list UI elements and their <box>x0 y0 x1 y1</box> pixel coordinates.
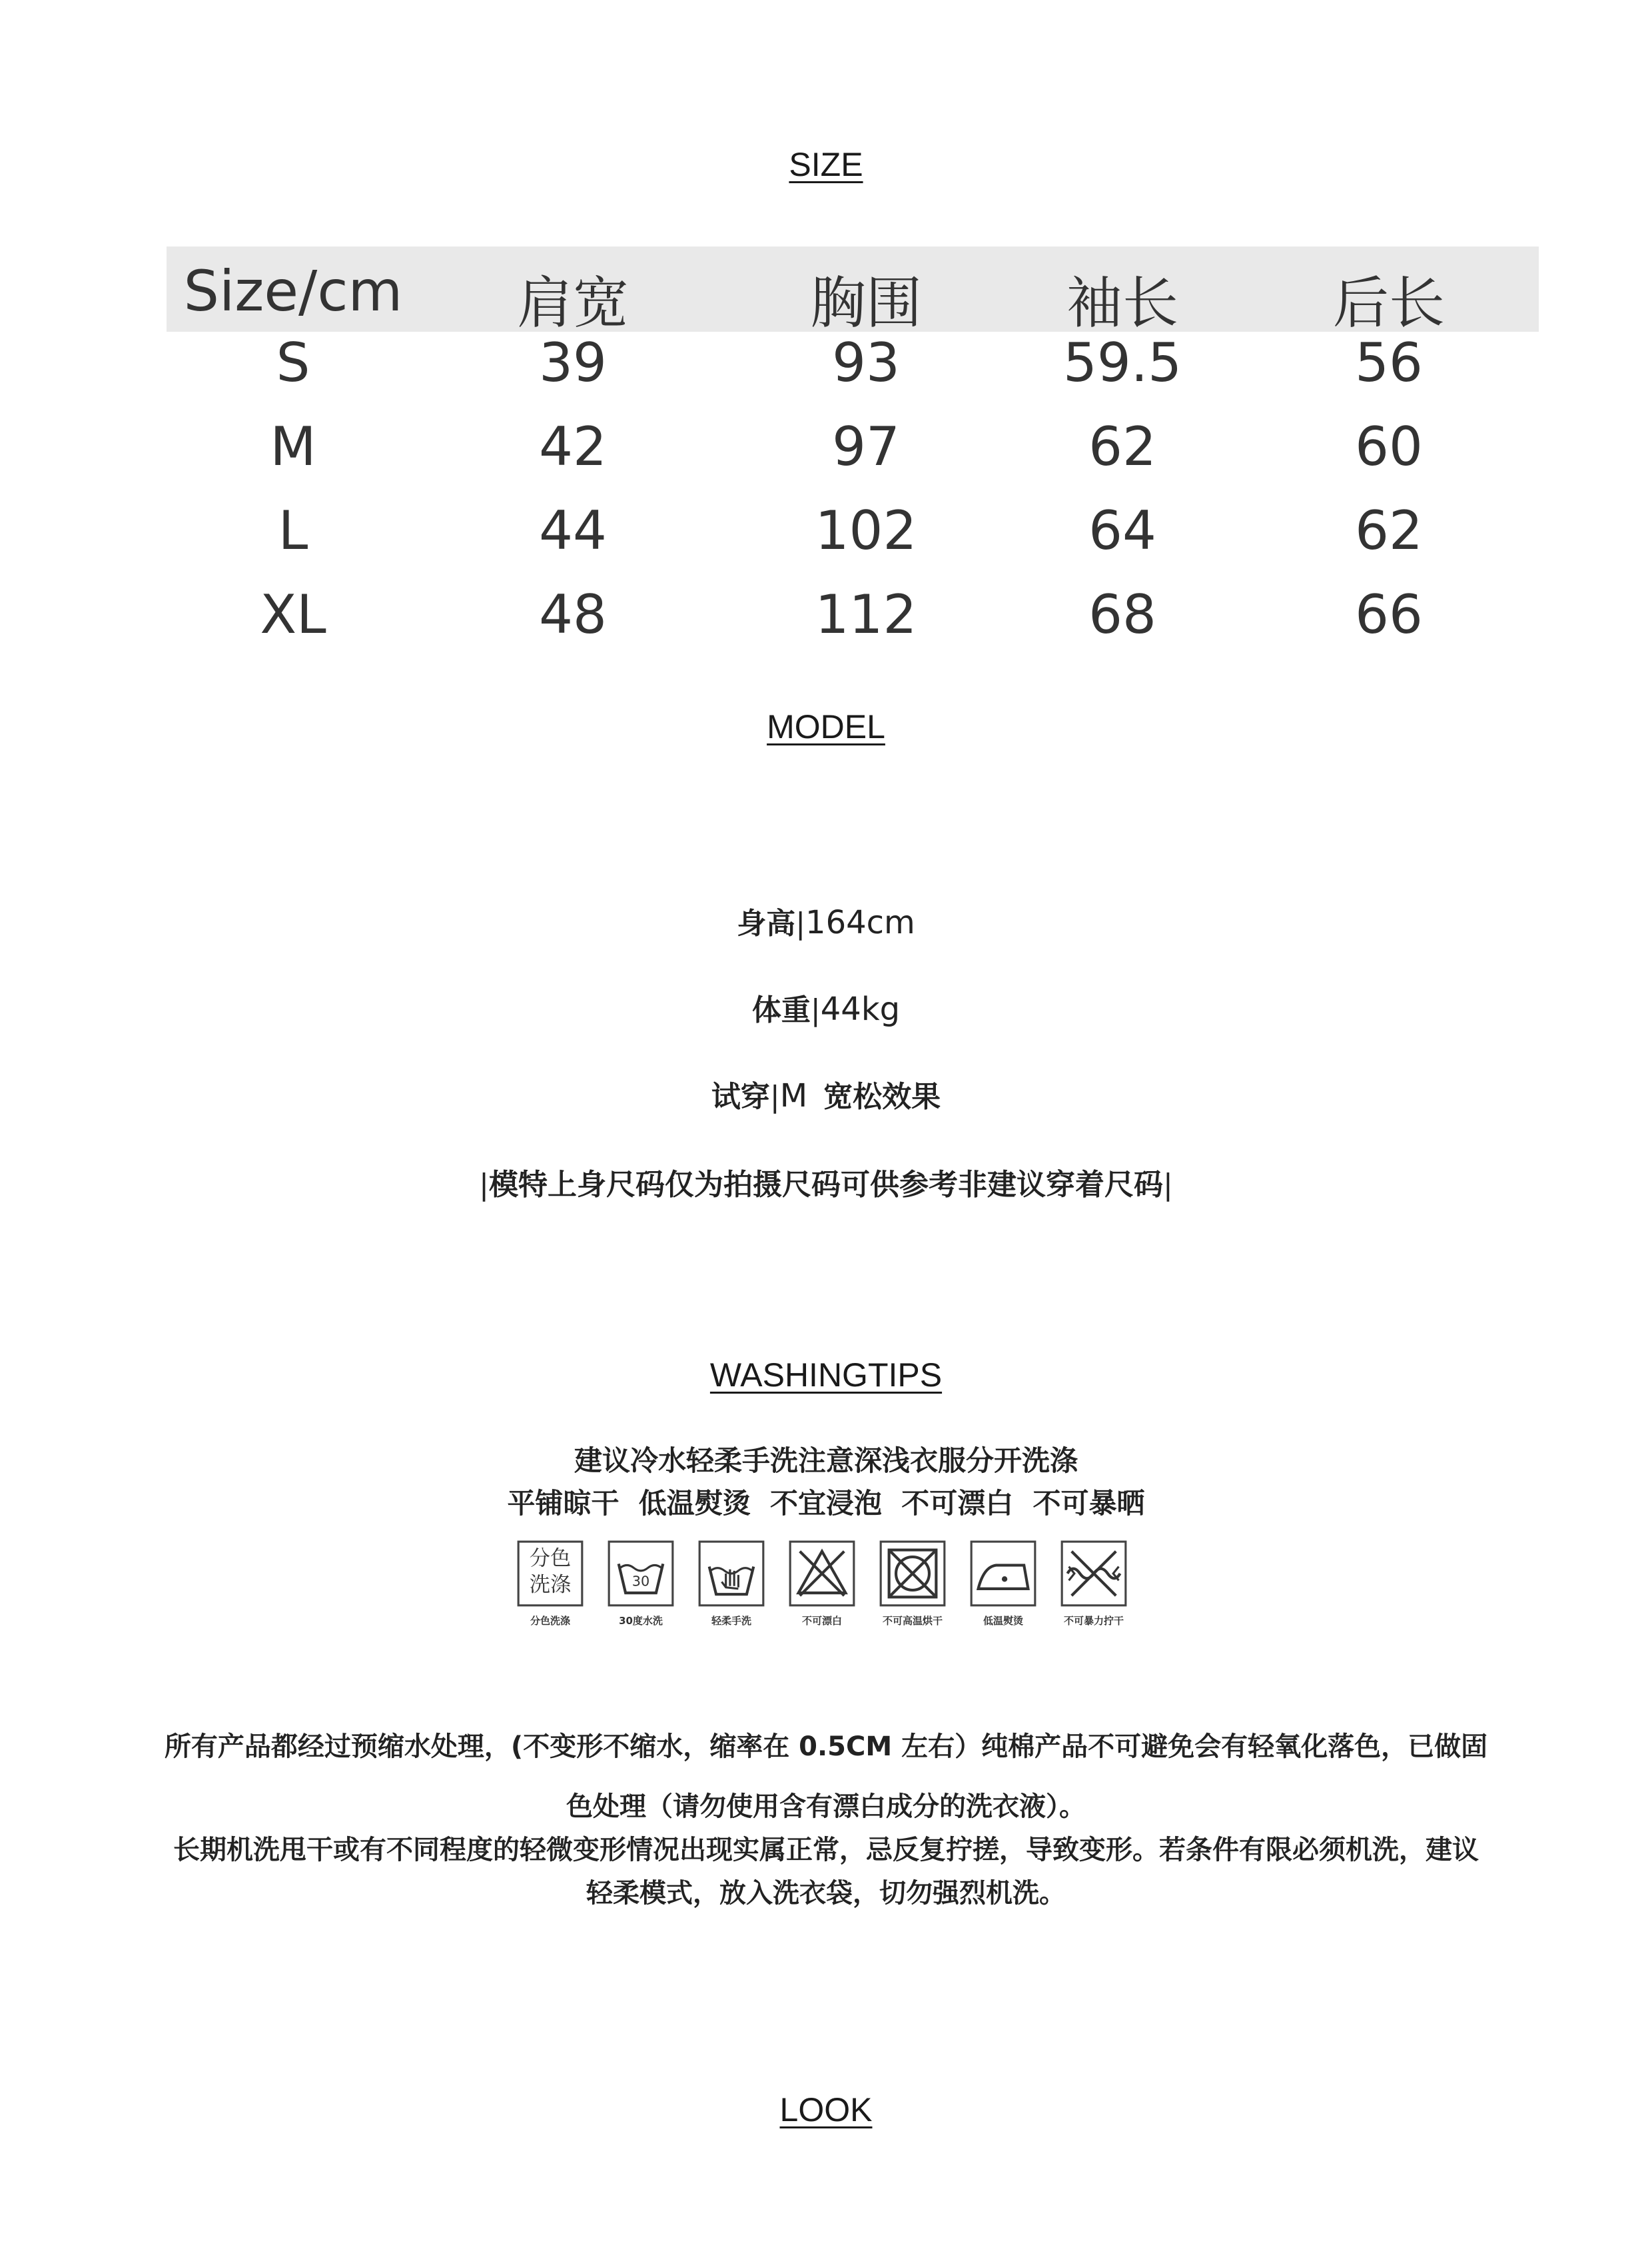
fit-label: 试穿 <box>711 1080 770 1114</box>
size-heading: SIZE <box>789 146 863 183</box>
model-disclaimer <box>0 1160 1652 1203</box>
look-heading: LOOK <box>779 2091 873 2128</box>
table-cell: 93 <box>832 332 900 394</box>
table-cell: 102 <box>815 500 917 562</box>
icon-caption: 不可暴力拧干 <box>1063 1615 1124 1627</box>
table-cell: 66 <box>1355 584 1423 646</box>
separate-wash-icon <box>513 1539 588 1627</box>
divider: | <box>810 993 821 1027</box>
no-wring-icon <box>1056 1539 1131 1627</box>
care-paragraph-1-line-1: 所有产品都经过预缩水处理，(不变形不缩水，缩率在 0.5CM 左右）纯棉产品不可避免会有轻氧化落色，已做固 <box>164 1731 1488 1762</box>
table-row <box>167 332 1539 414</box>
fit-note: 宽松效果 <box>823 1080 941 1114</box>
care-paragraph-2-line-2: 轻柔模式，放入洗衣袋，切勿强烈机洗。 <box>586 1878 1066 1909</box>
table-cell: 48 <box>539 584 607 646</box>
model-heading: MODEL <box>767 708 885 745</box>
table-cell: 68 <box>1088 584 1156 646</box>
care-icons <box>513 1539 1139 1639</box>
table-cell: 97 <box>832 416 900 478</box>
weight-value: 44kg <box>820 991 901 1028</box>
care-paragraph-1-line-2: 色处理（请勿使用含有漂白成分的洗衣液）。 <box>566 1791 1086 1822</box>
size-table-header <box>167 246 1539 336</box>
height-label: 身高 <box>737 907 796 941</box>
no-bleach-icon <box>785 1539 859 1627</box>
table-cell: 56 <box>1355 332 1423 394</box>
table-row <box>167 584 1539 666</box>
table-cell: 64 <box>1088 500 1156 562</box>
weight-label: 体重 <box>751 993 811 1027</box>
model-fit <box>0 1073 1652 1115</box>
table-cell: 112 <box>815 584 917 646</box>
table-cell: M <box>270 416 316 478</box>
table-cell: 60 <box>1355 416 1423 478</box>
fit-value: M <box>779 1077 808 1115</box>
wash-temp-text: 30 <box>631 1573 650 1589</box>
model-weight <box>0 986 1652 1029</box>
size-table <box>167 246 1552 673</box>
divider: | <box>479 1168 489 1202</box>
no-tumble-dry-icon <box>875 1539 950 1627</box>
column-header: 袖长 <box>1066 270 1178 336</box>
column-header: Size/cm <box>183 258 403 324</box>
icon-caption: 分色洗涤 <box>530 1615 570 1627</box>
table-row <box>167 500 1539 582</box>
icon-caption: 不可高温烘干 <box>882 1615 943 1627</box>
icon-caption: 不可漂白 <box>801 1615 842 1627</box>
divider: | <box>795 907 806 941</box>
column-header: 肩宽 <box>516 270 629 336</box>
hand-wash-icon <box>694 1539 769 1627</box>
height-value: 164cm <box>805 904 915 941</box>
table-cell: 39 <box>539 332 607 394</box>
washing-line-1: 建议冷水轻柔手洗注意深浅衣服分开洗涤 <box>574 1444 1078 1477</box>
model-height <box>0 899 1652 942</box>
washing-heading: WASHINGTIPS <box>709 1356 943 1394</box>
washing-line-2: 平铺晾干 低温熨烫 不宜浸泡 不可漂白 不可暴晒 <box>507 1487 1145 1520</box>
wash-30-icon <box>604 1539 678 1627</box>
table-cell: 59.5 <box>1062 332 1182 394</box>
table-cell: 62 <box>1088 416 1156 478</box>
care-paragraph-2-line-1: 长期机洗甩干或有不同程度的轻微变形情况出现实属正常，忌反复拧搓，导致变形。若条件有限必须机洗，建议 <box>173 1835 1479 1865</box>
disclaimer-text: 模特上身尺码仅为拍摄尺码可供参考非建议穿着尺码 <box>489 1168 1163 1202</box>
table-row <box>167 416 1539 498</box>
table-cell: 44 <box>539 500 607 562</box>
table-cell: L <box>278 500 308 562</box>
low-iron-icon <box>966 1539 1040 1627</box>
column-header: 后长 <box>1332 270 1445 336</box>
divider: | <box>769 1080 780 1114</box>
icon-caption: 30度水洗 <box>619 1615 663 1627</box>
icon-caption: 低温熨烫 <box>983 1615 1023 1627</box>
divider: | <box>1163 1168 1173 1202</box>
separate-wash-box-text: 分色 洗涤 <box>529 1546 572 1597</box>
table-cell: 42 <box>539 416 607 478</box>
table-cell: S <box>276 332 310 394</box>
table-cell: XL <box>260 584 326 646</box>
table-cell: 62 <box>1355 500 1423 562</box>
icon-caption: 轻柔手洗 <box>711 1615 751 1627</box>
column-header: 胸围 <box>809 270 922 336</box>
